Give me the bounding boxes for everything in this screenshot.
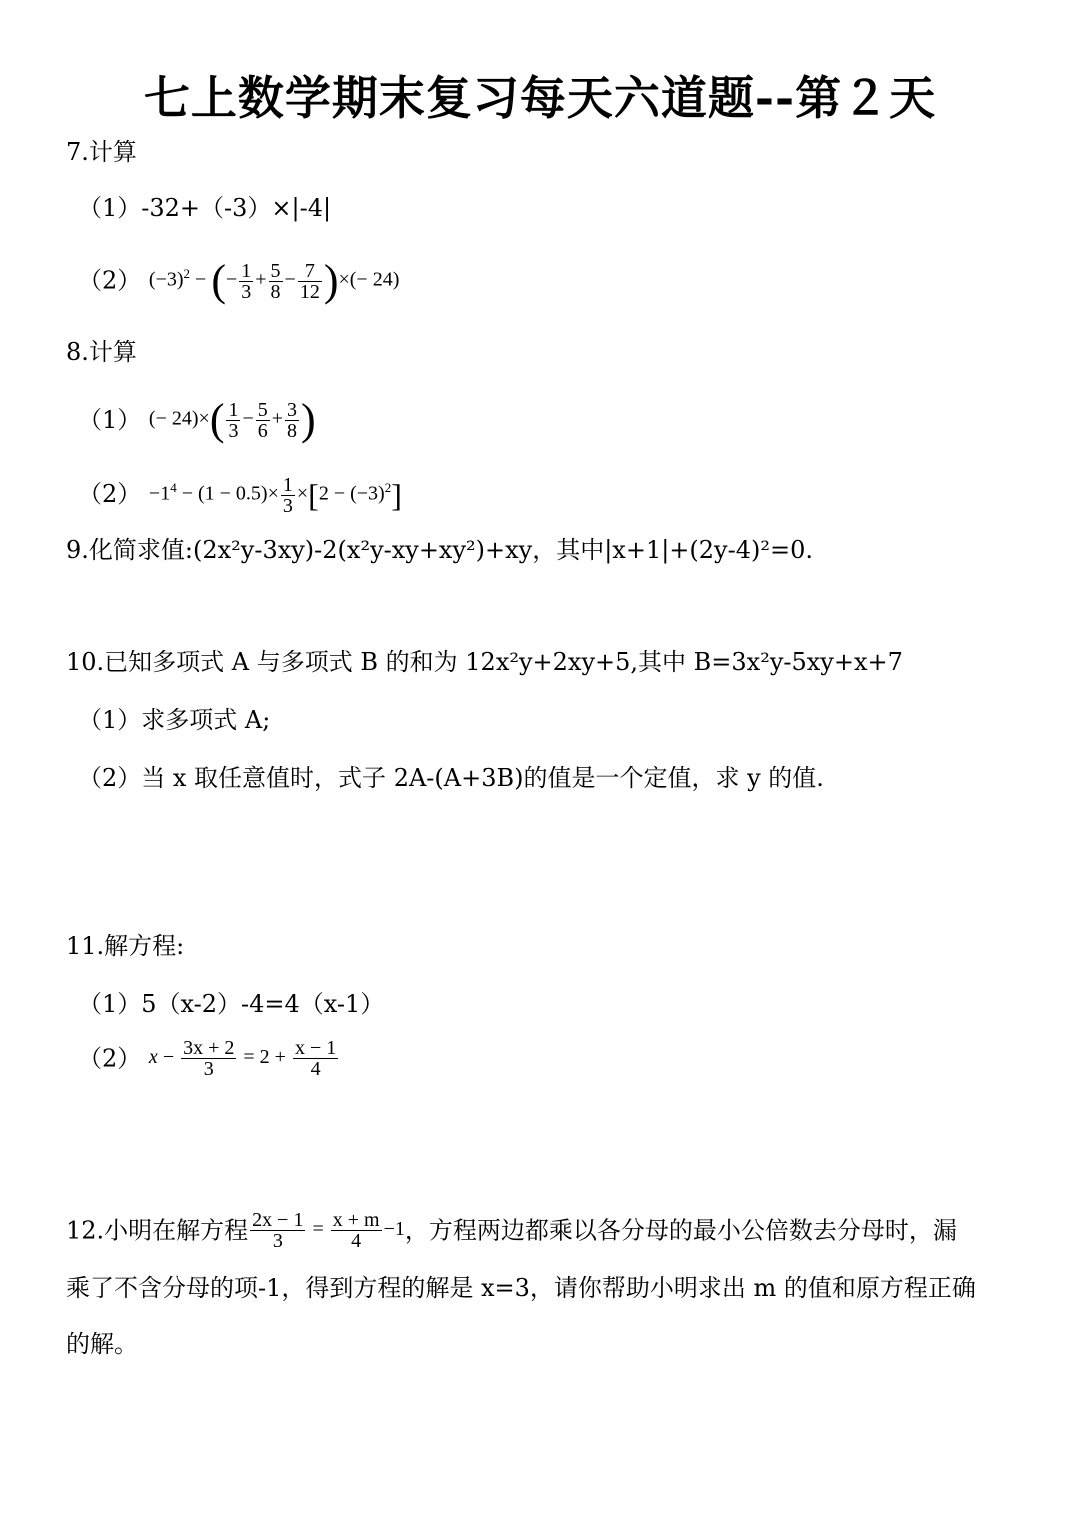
q11-p2-expr: x − $\frac{3x + 2}{3}$ = 2 + $\frac{x - 1}{4}$ [148, 1037, 337, 1080]
page-title: 七上数学期末复习每天六道题--第２天 [143, 71, 937, 125]
fraction: $\frac{2x - 1}{3}$ [252, 1209, 304, 1252]
q7-part2 [78, 256, 400, 306]
q8-p1-label: （1） [78, 406, 142, 434]
fraction: $\frac{3x + 2}{3}$ [183, 1037, 235, 1080]
fraction: $\frac{1}{3}$ [228, 398, 239, 442]
q8-p1-expr: (− 24)×( $\frac{1}{3}$ − $\frac{5}{6}$ + $\frac{3}{8}$ ) [148, 395, 316, 444]
fraction: $\frac{3}{8}$ [287, 398, 298, 442]
q8-part1 [78, 395, 316, 444]
q7-heading: 7.计算 [66, 138, 137, 166]
q11-part1: （1）5（x-2）-4=4（x-1） [78, 990, 385, 1018]
q7-part1 [78, 192, 331, 224]
fraction: $\frac{1}{3}$ [241, 259, 252, 303]
q8-heading: 8.计算 [66, 338, 137, 366]
q10-part1: （1）求多项式 A; [78, 706, 271, 734]
q11-heading: 11.解方程: [66, 932, 185, 960]
q8-p2-expr: $-1^4 - (1 - 0.5)\times$ $\frac{1}{3}$ $\times[2 - (-3)^2]$ [148, 473, 402, 517]
fraction: $\frac{x + m}{4}$ [332, 1209, 380, 1252]
q9-text: 9.化简求值:(2x²y-3xy)-2(x²y-xy+xy²)+xy，其中|x+1|+(2y-4)²=0. [66, 536, 813, 564]
q12-equation: $\frac{2x - 1}{3}$ = $\frac{x + m}{4}$ −1 [252, 1209, 405, 1252]
q8-p2-label: （2） [78, 479, 142, 508]
fraction: $\frac{1}{3}$ [282, 473, 293, 517]
q10-part2: （2）当 x 取任意值时，式子 2A-(A+3B)的值是一个定值，求 y 的值. [78, 764, 824, 792]
fraction: $\frac{7}{12}$ [299, 259, 320, 303]
q7-p1-label: （1） [78, 194, 142, 222]
fraction: $\frac{5}{6}$ [257, 398, 268, 442]
fraction: $\frac{x - 1}{4}$ [294, 1037, 337, 1080]
q7-p2-expr: $(-3)^2$ − (− $\frac{1}{3}$ + $\frac{5}{8}$ − $\frac{7}{12}$ )×(− 24) [148, 256, 400, 306]
q8-part2 [78, 472, 402, 516]
q12-line3: 的解。 [66, 1330, 138, 1358]
q7-p2-label: （2） [78, 266, 142, 295]
q10-text: 10.已知多项式 A 与多项式 B 的和为 12x²y+2xy+5,其中 B=3x²y-5xy+x+7 [66, 648, 903, 676]
q12-line2: 乘了不含分母的项-1，得到方程的解是 x=3，请你帮助小明求出 m 的值和原方程正确 [66, 1274, 976, 1302]
q11-p2-label: （2） [78, 1044, 142, 1073]
fraction: $\frac{5}{8}$ [270, 259, 281, 303]
q7-p1-expr: -32+（-3）×|-4| [141, 194, 332, 222]
q12-line1: 12.小明在解方程 $\frac{2x - 1}{3}$ = $\frac{x + m}{4}$ −1，方程两边都乘以各分母的最小公倍数去分母时，漏 [66, 1209, 957, 1252]
q11-part2 [78, 1038, 340, 1079]
